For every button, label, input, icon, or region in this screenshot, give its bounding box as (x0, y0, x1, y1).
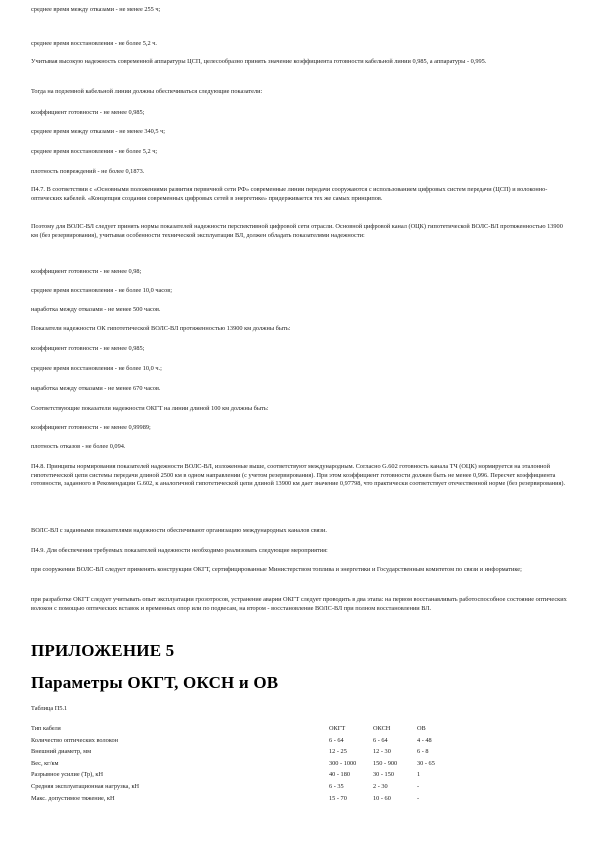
table-row (31, 737, 457, 749)
paragraph: среднее время восстановления - не более 5,2 ч; (31, 148, 158, 155)
table-cell: 150 - 900 (373, 759, 398, 767)
table-cell: 2 - 30 (373, 782, 388, 790)
paragraph: среднее время между отказами - не менее 340,5 ч; (31, 128, 165, 135)
column-header: Тип кабеля (31, 725, 61, 732)
table-cell: 10 - 60 (373, 794, 391, 802)
column-header: ОКГТ (329, 725, 346, 732)
cable-parameters-table (31, 725, 457, 806)
table-cell: 12 - 25 (329, 748, 347, 756)
paragraph: Показатели надежности ОК гипотетической ВОЛС-ВЛ протяженностью 13900 км должны быть: (31, 325, 291, 332)
paragraph: Тогда на подземной кабельной линии должны обеспечиваться следующие показатели: (31, 88, 263, 95)
table-cell: 6 - 64 (329, 736, 344, 744)
paragraph: среднее время восстановления - не более 10,0 ч.; (31, 365, 162, 372)
table-cell: 6 - 35 (329, 782, 344, 790)
table-row (31, 771, 457, 783)
paragraph: П4.7. В соответствии с «Основными положениями развития первичной сети РФ» современные линии передачи сооружаются с использованием цифровых систем передачи (ЦСП) и волоконно-оптических кабелей. «Концепция создания современных цифровых сетей в энергетике» придерживается тех же самых принципов. (31, 186, 548, 202)
paragraph: среднее время восстановления - не более 10,0 часов; (31, 287, 172, 294)
paragraph: среднее время между отказами - не менее 255 ч; (31, 6, 161, 13)
table-cell: 6 - 8 (417, 748, 429, 756)
table-cell: - (417, 782, 420, 790)
table-cell: 40 - 180 (329, 771, 350, 779)
paragraph: при сооружении ВОЛС-ВЛ следует применять конструкции ОКГТ, сертифицированные Министерством топлива и энергетики и Государственным комитетом по связи и информатике; (31, 566, 522, 573)
table-cell: - (417, 794, 420, 802)
table-cell: 6 - 64 (373, 736, 388, 744)
table-cell: 4 - 48 (417, 736, 432, 744)
paragraph: Поэтому для ВОЛС-ВЛ следует принять нормы показателей надежности перспективной цифровой сети отрасли. Основной цифровой канал (ОЦК) гипотетической ВОЛС-ВЛ протяженностью 13900 км (без резервирования), учитывая особенности технической эксплуатации ВЛ, должен обладать показателями надежности: (31, 223, 563, 239)
table-row (31, 748, 457, 760)
paragraph: Соответствующие показатели надежности ОКГТ на линии длиной 100 км должны быть: (31, 405, 269, 412)
table-caption: Таблица П5.1 (31, 705, 68, 712)
paragraph: коэффициент готовности - не менее 0,985; (31, 109, 145, 116)
table-cell: Разрывное усилие (Тр), кН (31, 771, 103, 779)
paragraph: Учитывая высокую надежность современной аппаратуры ЦСП, целесообразно принять значение коэффициента готовности кабельной линии 0,985, а аппаратуры - 0,995. (31, 58, 487, 65)
table-cell: Вес, кг/км (31, 759, 59, 767)
appendix-title: ПРИЛОЖЕНИЕ 5 (31, 641, 175, 660)
table-cell: Средняя эксплуатационная нагрузка, кН (31, 782, 140, 790)
table-cell: Количество оптических волокон (31, 736, 119, 744)
appendix-subtitle: Параметры ОКГТ, ОКСН и ОВ (31, 673, 279, 692)
table-row (31, 783, 457, 795)
paragraph: П4.8. Принципы нормирования показателей надежности ВОЛС-ВЛ, изложенные выше, соответствуют международным. Согласно G.602 готовность канала ТЧ (ОЦК) нормируется на эталонной гипотетической цепи системы передачи длиной 2500 км в одном направлении (с учетом резервирования). При этом коэффициент готовности должен быть не менее 0,996. Пересчет коэффициента готовности, заданного в Рекомендации G.602, к аналогичной гипотетической цепи длиной 13900 км дает значение 0,97798, что практически соответствует отечественной норме (без резервирования). (31, 463, 566, 488)
table-cell: 300 - 1000 (329, 759, 357, 767)
column-header: ОКСН (373, 725, 391, 732)
table-row (31, 795, 457, 807)
paragraph: среднее время восстановления - не более 5,2 ч. (31, 40, 157, 47)
table-cell: Внешний диаметр, мм (31, 748, 92, 756)
paragraph: наработка между отказами - не менее 670 часов. (31, 385, 161, 392)
paragraph: коэффициент готовности - не менее 0,98; (31, 268, 142, 275)
paragraph: плотность повреждений - не более 0,1873. (31, 168, 145, 175)
column-header: ОВ (417, 725, 426, 732)
table-header-row (31, 725, 457, 737)
table-cell: 30 - 65 (417, 759, 435, 767)
paragraph: наработка между отказами - не менее 500 часов. (31, 306, 161, 313)
table-cell: 1 (417, 771, 421, 779)
table-row (31, 760, 457, 772)
table-cell: 12 - 30 (373, 748, 391, 756)
paragraph: при разработке ОКГТ следует учитывать опыт эксплуатации грозотросов, устранение аварии ОКГТ следует проводить в два этапа: на первом восстанавливать работоспособное состояние оптических волокон с помощью оптических вставок и временных опор или по подвесам, на втором - восстановление ВОЛС-ВЛ при полном восстановлении ВЛ. (31, 596, 567, 612)
table-cell: 15 - 70 (329, 794, 347, 802)
paragraph: ВОЛС-ВЛ с заданными показателями надежности обеспечивают организацию международных каналов связи. (31, 527, 327, 534)
paragraph: плотность отказов - не более 0,094. (31, 443, 126, 450)
table-cell: Макс. допустимое тяжение, кН (31, 794, 115, 802)
paragraph: коэффициент готовности - не менее 0,985; (31, 345, 145, 352)
table-cell: 30 - 150 (373, 771, 394, 779)
paragraph: коэффициент готовности - не менее 0,99989; (31, 424, 151, 431)
paragraph: П4.9. Для обеспечения требуемых показателей надежности необходимо реализовать следующие мероприятия: (31, 547, 328, 554)
